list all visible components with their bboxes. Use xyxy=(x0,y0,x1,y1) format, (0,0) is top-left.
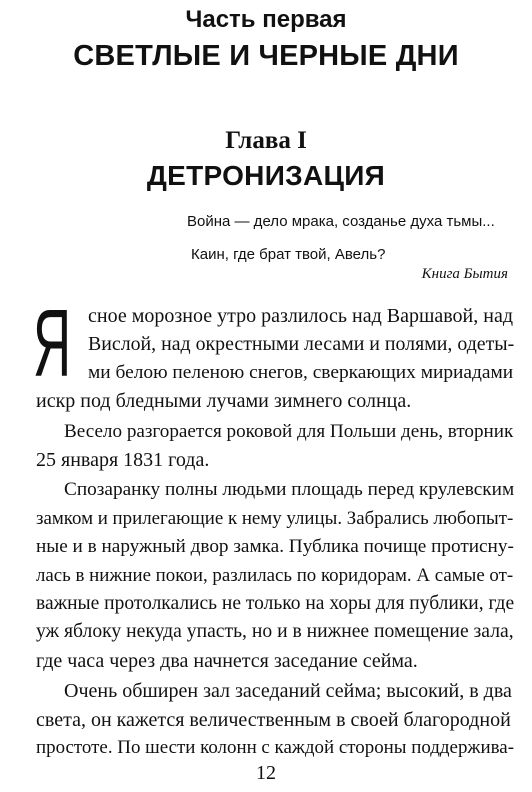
drop-cap: Я xyxy=(33,290,72,397)
body-text xyxy=(36,0,514,792)
text-line: 25 января 1831 года. xyxy=(36,449,210,471)
text-line: ми белою пеленою снегов, сверкающих мириадами xyxy=(88,361,514,383)
text-line: где часа через два начнется заседание сейма. xyxy=(36,649,418,672)
text-line: важные протолкались не только на хоры для публики, где xyxy=(36,593,515,614)
text-line: ные и в наружный двор замка. Публика почище протисну- xyxy=(36,536,514,558)
text-line: Весело разгорается роковой для Польши день, вторник xyxy=(64,420,514,442)
epigraph-line-1: Война — дело мрака, созданье духа тьмы... xyxy=(187,213,495,230)
text-line: Очень обширен зал заседаний сейма; высокий, в два xyxy=(64,680,512,703)
part-title: СВЕТЛЫЕ И ЧЕРНЫЕ ДНИ xyxy=(73,40,459,72)
part-label: Часть первая xyxy=(185,6,347,33)
text-line: простоте. По шести колонн с каждой стороны поддержива- xyxy=(36,737,514,758)
text-line: искр под бледными лучами зимнего солнца. xyxy=(36,390,412,413)
text-line: Спозаранку полны людьми площадь перед крулевским xyxy=(64,479,515,501)
page-number: 12 xyxy=(256,762,276,784)
text-line: лась в нижние покои, разлилась по коридорам. А самые от- xyxy=(36,564,514,586)
text-line: сное морозное утро разлилось над Варшавой, над xyxy=(88,305,514,327)
text-line: Вислой, над окрестными лесами и полями, одеты- xyxy=(88,333,515,356)
chapter-title: ДЕТРОНИЗАЦИЯ xyxy=(146,160,386,191)
epigraph-source: Книга Бытия xyxy=(421,266,508,282)
epigraph-line-2: Каин, где брат твой, Авель? xyxy=(191,246,386,263)
chapter-label: Глава I xyxy=(225,127,307,154)
text-line: замком и прилегающие к нему улицы. Забрались любопыт- xyxy=(36,507,514,529)
text-line: света, он кажется величественным в своей благородной xyxy=(36,708,511,731)
text-line: уж яблоку некуда упасть, но и в нижнее помещение зала, xyxy=(36,621,514,643)
